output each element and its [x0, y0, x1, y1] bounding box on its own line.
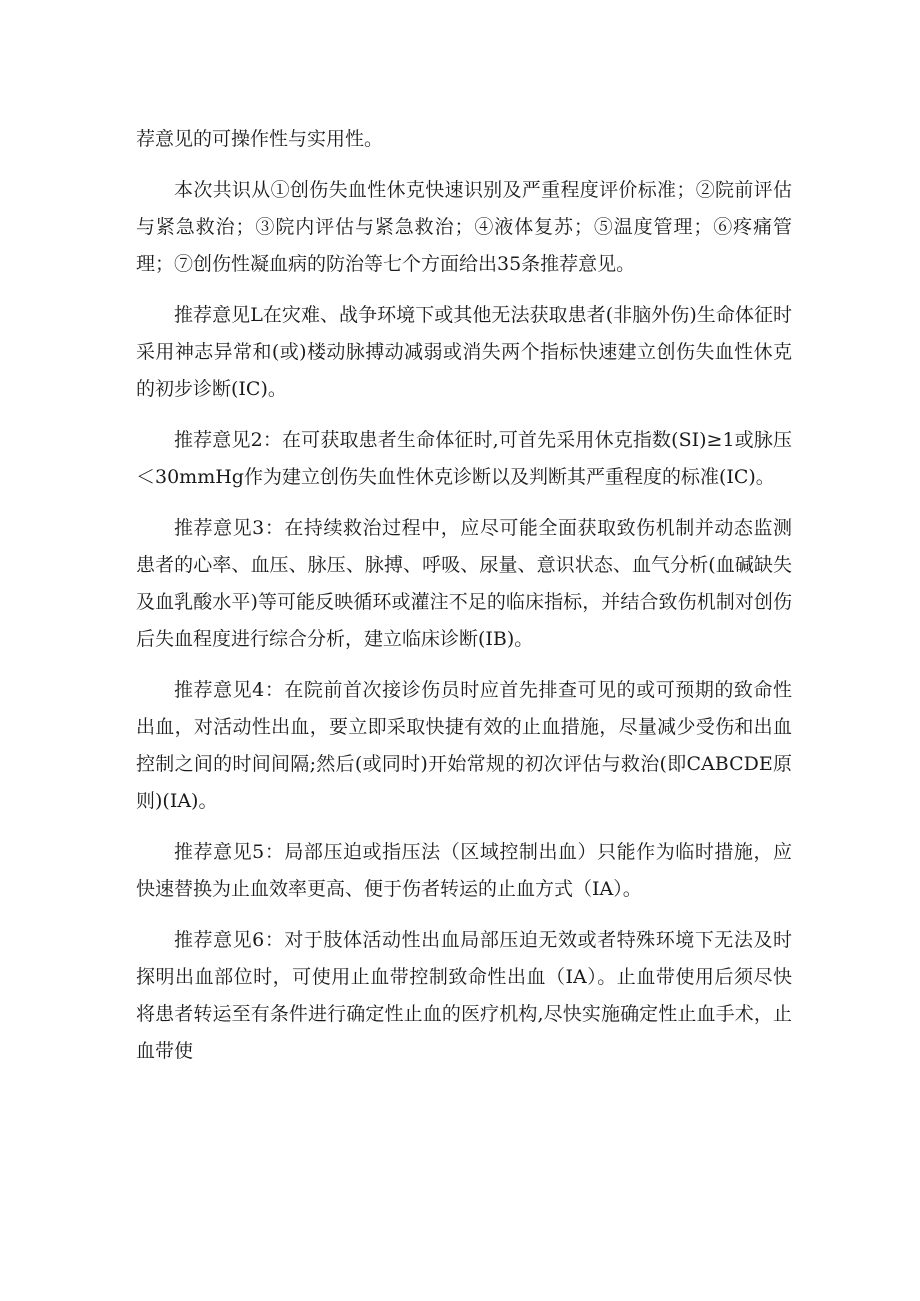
- paragraph-recommendation-3: 推荐意见3：在持续救治过程中，应尽可能全面获取致伤机制并动态监测患者的心率、血压、脉压、脉搏、呼吸、尿量、意识状态、血气分析(血碱缺失及血乳酸水平)等可能反映循环或灌注不足的临床指标，并结合致伤机制对创伤后失血程度进行综合分析，建立临床诊断(IB)。: [136, 517, 792, 650]
- paragraph-continuation: 荐意见的可操作性与实用性。: [136, 128, 384, 150]
- paragraph-recommendation-1: 推荐意见L在灾难、战争环境下或其他无法获取患者(非脑外伤)生命体征时采用神志异常和(或)楼动脉搏动减弱或消失两个指标快速建立创伤失血性休克的初步诊断(IC)。: [136, 304, 792, 400]
- paragraph-recommendation-6: 推荐意见6：对于肢体活动性出血局部压迫无效或者特殊环境下无法及时探明出血部位时，可使用止血带控制致命性出血（IA）。止血带使用后须尽快将患者转运至有条件进行确定性止血的医疗机构,尽快实施确定性止血手术，止血带使: [136, 929, 792, 1062]
- paragraph-consensus-overview: 本次共识从①创伤失血性休克快速识别及严重程度评价标准；②院前评估与紧急救治；③院内评估与紧急救治；④液体复苏；⑤温度管理；⑥疼痛管理；⑦创伤性凝血病的防治等七个方面给出35条推荐意见。: [136, 179, 792, 275]
- paragraph-recommendation-4: 推荐意见4：在院前首次接诊伤员时应首先排查可见的或可预期的致命性出血，对活动性出血，要立即采取快捷有效的止血措施，尽量减少受伤和出血控制之间的时间间隔;然后(或同时)开始常规的初次评估与救治(即CABCDE原则)(IA)。: [136, 679, 792, 812]
- paragraph-recommendation-2: 推荐意见2：在可获取患者生命体征时,可首先采用休克指数(SI)≥1或脉压＜30mmHg作为建立创伤失血性休克诊断以及判断其严重程度的标准(IC)。: [136, 429, 792, 488]
- document-body: [136, 121, 792, 1084]
- paragraph-recommendation-5: 推荐意见5：局部压迫或指压法（区域控制出血）只能作为临时措施，应快速替换为止血效率更高、便于伤者转运的止血方式（IA）。: [136, 841, 792, 900]
